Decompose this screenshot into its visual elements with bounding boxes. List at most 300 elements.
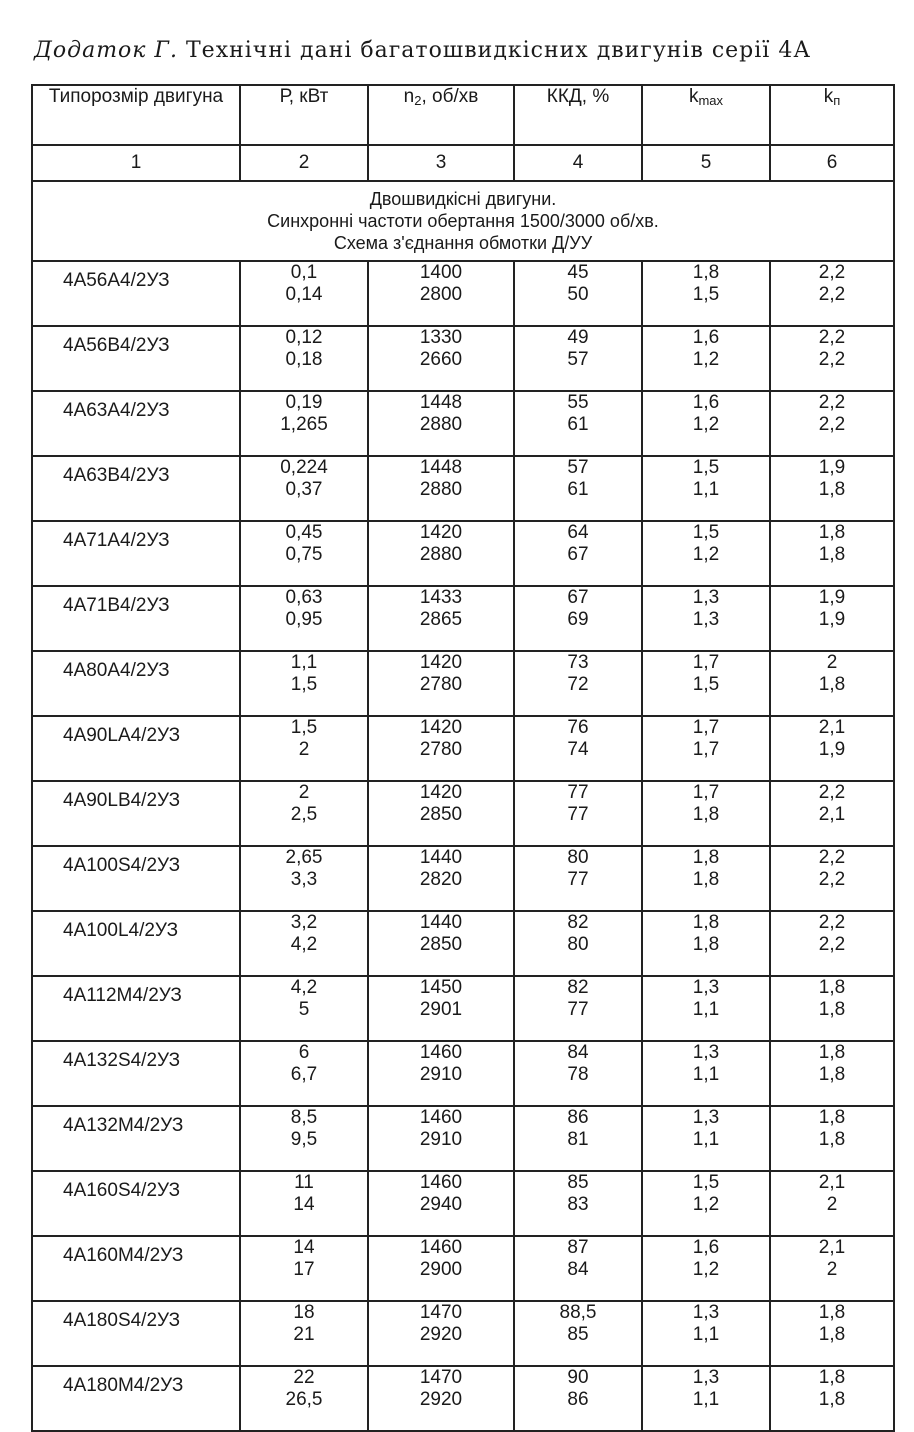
value-high-speed: 4,2 (290, 934, 318, 955)
value-high-speed: 77 (567, 999, 589, 1020)
value-high-speed: 1,8 (818, 674, 846, 695)
motor-type-cell: 4А112М4/2УЗ (32, 976, 240, 1041)
kn-cell (770, 456, 894, 521)
header-kmax: $k_{max}$ (642, 85, 770, 145)
section-line: Двошвидкісні двигуни. (369, 189, 557, 209)
value-high-speed: 2 (826, 1194, 838, 1215)
section-line: Синхронні частоти обертання 1500/3000 об/хв. (267, 211, 659, 231)
value-low-speed: 6 (298, 1042, 310, 1063)
kn-cell (770, 911, 894, 976)
value-high-speed: 61 (567, 414, 589, 435)
value-low-speed: 1450 (419, 977, 463, 998)
value-high-speed: 2820 (419, 869, 463, 890)
value-high-speed: 1,2 (692, 544, 720, 565)
kmax-cell (642, 1366, 770, 1431)
value-low-speed: 1,8 (692, 912, 720, 933)
value-high-speed: 0,37 (285, 479, 323, 500)
value-high-speed: 21 (293, 1324, 315, 1345)
speed-cell (368, 846, 514, 911)
value-high-speed: 69 (567, 609, 589, 630)
column-number: 1 (32, 145, 240, 181)
value-low-speed: 1,8 (818, 1107, 846, 1128)
column-number: 2 (240, 145, 368, 181)
speed-cell (368, 521, 514, 586)
value-low-speed: 1,8 (692, 847, 720, 868)
value-low-speed: 2,1 (818, 1237, 846, 1258)
column-number: 3 (368, 145, 514, 181)
kn-cell (770, 521, 894, 586)
value-low-speed: 1,8 (818, 1367, 846, 1388)
value-low-speed: 1,9 (818, 587, 846, 608)
value-high-speed: 83 (567, 1194, 589, 1215)
power-cell (240, 1301, 368, 1366)
motor-type-cell: 4А90LА4/2УЗ (32, 716, 240, 781)
kn-cell (770, 976, 894, 1041)
value-low-speed: 1460 (419, 1237, 463, 1258)
kn-cell (770, 846, 894, 911)
value-high-speed: 2910 (419, 1064, 463, 1085)
value-high-speed: 57 (567, 349, 589, 370)
value-low-speed: 1,3 (692, 1107, 720, 1128)
value-high-speed: 2 (298, 739, 310, 760)
value-low-speed: 0,12 (285, 327, 323, 348)
efficiency-cell (514, 716, 642, 781)
value-high-speed: 1,5 (290, 674, 318, 695)
value-low-speed: 1,9 (818, 457, 846, 478)
table-row (32, 1301, 894, 1366)
value-high-speed: 2920 (419, 1324, 463, 1345)
value-high-speed: 3,3 (290, 869, 318, 890)
value-low-speed: 1,5 (692, 1172, 720, 1193)
section-line: Схема з'єднання обмотки Д/УУ (333, 233, 593, 253)
value-low-speed: 1420 (419, 782, 463, 803)
value-high-speed: 0,14 (285, 284, 323, 305)
value-high-speed: 2660 (419, 349, 463, 370)
value-low-speed: 18 (293, 1302, 315, 1323)
efficiency-cell (514, 1301, 642, 1366)
value-low-speed: 76 (567, 717, 589, 738)
value-low-speed: 0,63 (285, 587, 323, 608)
value-low-speed: 1448 (419, 392, 463, 413)
speed-cell (368, 976, 514, 1041)
value-low-speed: 2 (298, 782, 310, 803)
page-title (34, 38, 894, 63)
value-high-speed: 84 (567, 1259, 589, 1280)
kmax-cell (642, 521, 770, 586)
value-low-speed: 1,7 (692, 652, 720, 673)
value-low-speed: 1,6 (692, 1237, 720, 1258)
value-high-speed: 0,18 (285, 349, 323, 370)
efficiency-cell (514, 1041, 642, 1106)
kn-cell (770, 1236, 894, 1301)
motor-data-table (31, 84, 895, 1432)
power-cell (240, 456, 368, 521)
value-low-speed: 82 (567, 977, 589, 998)
value-high-speed: 2850 (419, 804, 463, 825)
value-high-speed: 1,5 (692, 674, 720, 695)
value-high-speed: 0,75 (285, 544, 323, 565)
value-low-speed: 1,3 (692, 1367, 720, 1388)
efficiency-cell (514, 261, 642, 326)
value-high-speed: 2880 (419, 544, 463, 565)
speed-cell (368, 1366, 514, 1431)
value-high-speed: 1,1 (692, 1129, 720, 1150)
value-high-speed: 2 (826, 1259, 838, 1280)
table-row (32, 911, 894, 976)
value-high-speed: 2780 (419, 674, 463, 695)
value-low-speed: 1,5 (692, 457, 720, 478)
value-high-speed: 1,8 (818, 1129, 846, 1150)
value-low-speed: 3,2 (290, 912, 318, 933)
kmax-cell (642, 1041, 770, 1106)
value-high-speed: 1,8 (692, 804, 720, 825)
value-low-speed: 80 (567, 847, 589, 868)
power-cell (240, 976, 368, 1041)
value-high-speed: 26,5 (285, 1389, 323, 1410)
efficiency-cell (514, 846, 642, 911)
value-low-speed: 90 (567, 1367, 589, 1388)
value-low-speed: 2,2 (818, 392, 846, 413)
value-high-speed: 2,2 (818, 934, 846, 955)
speed-cell (368, 1236, 514, 1301)
value-high-speed: 1,1 (692, 1324, 720, 1345)
value-low-speed: 1,3 (692, 587, 720, 608)
value-low-speed: 1440 (419, 847, 463, 868)
value-low-speed: 1440 (419, 912, 463, 933)
speed-cell (368, 586, 514, 651)
value-high-speed: 2,2 (818, 869, 846, 890)
value-low-speed: 2,2 (818, 912, 846, 933)
value-high-speed: 1,7 (692, 739, 720, 760)
kn-cell (770, 586, 894, 651)
column-number: 6 (770, 145, 894, 181)
kmax-cell (642, 1236, 770, 1301)
value-low-speed: 4,2 (290, 977, 318, 998)
kmax-cell (642, 781, 770, 846)
value-low-speed: 2 (826, 652, 838, 673)
speed-cell (368, 716, 514, 781)
speed-cell (368, 391, 514, 456)
kn-cell (770, 326, 894, 391)
header-row (32, 85, 894, 145)
kmax-cell (642, 1106, 770, 1171)
value-low-speed: 2,1 (818, 1172, 846, 1193)
column-number-row (32, 145, 894, 181)
header-speed: $n_2$, об/хв (368, 85, 514, 145)
value-low-speed: 1,3 (692, 1042, 720, 1063)
table-row (32, 976, 894, 1041)
efficiency-cell (514, 326, 642, 391)
value-low-speed: 1400 (419, 262, 463, 283)
value-low-speed: 57 (567, 457, 589, 478)
value-high-speed: 78 (567, 1064, 589, 1085)
title-text: Технічні дані багатошвидкісних двигунів серії 4А (186, 38, 811, 63)
value-low-speed: 1,8 (818, 977, 846, 998)
motor-type-cell: 4А132М4/2УЗ (32, 1106, 240, 1171)
section-heading (32, 181, 894, 261)
value-high-speed: 1,1 (692, 1064, 720, 1085)
kmax-cell (642, 651, 770, 716)
value-low-speed: 55 (567, 392, 589, 413)
value-low-speed: 88,5 (559, 1302, 597, 1323)
kmax-cell (642, 1171, 770, 1236)
value-high-speed: 67 (567, 544, 589, 565)
value-high-speed: 1,1 (692, 999, 720, 1020)
kn-cell (770, 1301, 894, 1366)
value-high-speed: 2,2 (818, 414, 846, 435)
value-high-speed: 2910 (419, 1129, 463, 1150)
motor-type-cell: 4А100L4/2УЗ (32, 911, 240, 976)
power-cell (240, 1041, 368, 1106)
efficiency-cell (514, 1236, 642, 1301)
motor-type-cell: 4А180М4/2УЗ (32, 1366, 240, 1431)
header-efficiency: ККД, % (514, 85, 642, 145)
value-low-speed: 2,2 (818, 782, 846, 803)
power-cell (240, 1236, 368, 1301)
value-high-speed: 1,265 (280, 414, 328, 435)
value-low-speed: 1470 (419, 1367, 463, 1388)
table-row (32, 1171, 894, 1236)
value-high-speed: 2880 (419, 479, 463, 500)
kmax-cell (642, 261, 770, 326)
efficiency-cell (514, 586, 642, 651)
motor-type-cell: 4А160S4/2УЗ (32, 1171, 240, 1236)
speed-cell (368, 1301, 514, 1366)
column-number: 5 (642, 145, 770, 181)
efficiency-cell (514, 976, 642, 1041)
power-cell (240, 1366, 368, 1431)
value-high-speed: 2900 (419, 1259, 463, 1280)
kmax-cell (642, 326, 770, 391)
kn-cell (770, 1106, 894, 1171)
value-high-speed: 85 (567, 1324, 589, 1345)
value-low-speed: 82 (567, 912, 589, 933)
value-low-speed: 1,7 (692, 717, 720, 738)
table-row (32, 1236, 894, 1301)
value-low-speed: 1330 (419, 327, 463, 348)
motor-type-cell: 4А160М4/2УЗ (32, 1236, 240, 1301)
motor-type-cell: 4А100S4/2УЗ (32, 846, 240, 911)
speed-cell (368, 456, 514, 521)
value-high-speed: 2,1 (818, 804, 846, 825)
value-low-speed: 77 (567, 782, 589, 803)
motor-type-cell: 4А80А4/2УЗ (32, 651, 240, 716)
efficiency-cell (514, 1106, 642, 1171)
motor-type-cell: 4А56В4/2УЗ (32, 326, 240, 391)
power-cell (240, 326, 368, 391)
value-low-speed: 1460 (419, 1172, 463, 1193)
power-cell (240, 521, 368, 586)
table-row (32, 781, 894, 846)
value-high-speed: 81 (567, 1129, 589, 1150)
power-cell (240, 586, 368, 651)
power-cell (240, 846, 368, 911)
table-row (32, 1041, 894, 1106)
table-row (32, 586, 894, 651)
value-high-speed: 1,8 (692, 869, 720, 890)
table-row (32, 456, 894, 521)
value-high-speed: 1,8 (818, 1064, 846, 1085)
value-high-speed: 74 (567, 739, 589, 760)
value-high-speed: 1,2 (692, 1194, 720, 1215)
column-number: 4 (514, 145, 642, 181)
value-high-speed: 2800 (419, 284, 463, 305)
value-high-speed: 2,5 (290, 804, 318, 825)
value-high-speed: 1,8 (818, 1324, 846, 1345)
value-high-speed: 72 (567, 674, 589, 695)
value-low-speed: 2,2 (818, 327, 846, 348)
power-cell (240, 781, 368, 846)
speed-cell (368, 1106, 514, 1171)
value-high-speed: 2865 (419, 609, 463, 630)
value-high-speed: 2780 (419, 739, 463, 760)
motor-type-cell: 4А63В4/2УЗ (32, 456, 240, 521)
motor-type-cell: 4А56А4/2УЗ (32, 261, 240, 326)
value-high-speed: 1,1 (692, 1389, 720, 1410)
kn-cell (770, 391, 894, 456)
value-high-speed: 1,2 (692, 1259, 720, 1280)
value-low-speed: 1,7 (692, 782, 720, 803)
value-high-speed: 1,2 (692, 414, 720, 435)
value-low-speed: 64 (567, 522, 589, 543)
value-low-speed: 2,65 (285, 847, 323, 868)
value-low-speed: 1470 (419, 1302, 463, 1323)
appendix-label: Додаток Г. (34, 38, 178, 63)
value-high-speed: 50 (567, 284, 589, 305)
value-low-speed: 1,5 (290, 717, 318, 738)
speed-cell (368, 1171, 514, 1236)
value-low-speed: 1,3 (692, 1302, 720, 1323)
header-power: Р, кВт (240, 85, 368, 145)
value-high-speed: 1,1 (692, 479, 720, 500)
value-high-speed: 2920 (419, 1389, 463, 1410)
efficiency-cell (514, 521, 642, 586)
power-cell (240, 651, 368, 716)
kmax-cell (642, 976, 770, 1041)
value-low-speed: 1420 (419, 717, 463, 738)
value-high-speed: 2850 (419, 934, 463, 955)
table-row (32, 716, 894, 781)
kmax-cell (642, 391, 770, 456)
motor-type-cell: 4А71А4/2УЗ (32, 521, 240, 586)
power-cell (240, 911, 368, 976)
table-row (32, 261, 894, 326)
value-high-speed: 1,8 (818, 479, 846, 500)
value-high-speed: 17 (293, 1259, 315, 1280)
value-low-speed: 87 (567, 1237, 589, 1258)
value-high-speed: 2,2 (818, 349, 846, 370)
value-high-speed: 1,8 (818, 999, 846, 1020)
value-high-speed: 77 (567, 869, 589, 890)
value-low-speed: 2,1 (818, 717, 846, 738)
table-row (32, 326, 894, 391)
value-low-speed: 1433 (419, 587, 463, 608)
value-low-speed: 1420 (419, 522, 463, 543)
value-low-speed: 86 (567, 1107, 589, 1128)
value-low-speed: 1,5 (692, 522, 720, 543)
value-high-speed: 9,5 (290, 1129, 318, 1150)
kmax-cell (642, 456, 770, 521)
kmax-cell (642, 1301, 770, 1366)
efficiency-cell (514, 651, 642, 716)
value-low-speed: 1,8 (818, 522, 846, 543)
value-low-speed: 0,45 (285, 522, 323, 543)
efficiency-cell (514, 391, 642, 456)
speed-cell (368, 326, 514, 391)
section-heading-row (32, 181, 894, 261)
table-row (32, 1366, 894, 1431)
efficiency-cell (514, 911, 642, 976)
table-row (32, 391, 894, 456)
value-high-speed: 5 (298, 999, 310, 1020)
header-kn: $k_п$ (770, 85, 894, 145)
value-high-speed: 1,2 (692, 349, 720, 370)
speed-cell (368, 1041, 514, 1106)
value-low-speed: 1,6 (692, 392, 720, 413)
value-low-speed: 45 (567, 262, 589, 283)
kmax-cell (642, 716, 770, 781)
value-low-speed: 49 (567, 327, 589, 348)
speed-cell (368, 781, 514, 846)
value-low-speed: 11 (294, 1172, 314, 1193)
power-cell (240, 1171, 368, 1236)
value-low-speed: 1448 (419, 457, 463, 478)
value-low-speed: 0,19 (285, 392, 323, 413)
value-high-speed: 77 (567, 804, 589, 825)
value-low-speed: 1460 (419, 1042, 463, 1063)
kn-cell (770, 1171, 894, 1236)
motor-type-cell: 4А180S4/2УЗ (32, 1301, 240, 1366)
value-high-speed: 2901 (419, 999, 463, 1020)
value-low-speed: 1460 (419, 1107, 463, 1128)
value-high-speed: 6,7 (290, 1064, 318, 1085)
value-low-speed: 1,8 (692, 262, 720, 283)
value-low-speed: 0,224 (280, 457, 328, 478)
value-high-speed: 1,8 (818, 1389, 846, 1410)
kmax-cell (642, 586, 770, 651)
value-low-speed: 1,3 (692, 977, 720, 998)
kn-cell (770, 1366, 894, 1431)
value-low-speed: 1420 (419, 652, 463, 673)
value-high-speed: 2,2 (818, 284, 846, 305)
value-high-speed: 80 (567, 934, 589, 955)
header-type: Типорозмір двигуна (32, 85, 240, 145)
value-low-speed: 1,8 (818, 1302, 846, 1323)
table-row (32, 521, 894, 586)
value-low-speed: 2,2 (818, 262, 846, 283)
speed-cell (368, 261, 514, 326)
value-low-speed: 0,1 (290, 262, 318, 283)
value-low-speed: 2,2 (818, 847, 846, 868)
kn-cell (770, 781, 894, 846)
efficiency-cell (514, 1366, 642, 1431)
speed-cell (368, 651, 514, 716)
value-high-speed: 1,8 (692, 934, 720, 955)
value-low-speed: 84 (567, 1042, 589, 1063)
value-low-speed: 1,8 (818, 1042, 846, 1063)
power-cell (240, 1106, 368, 1171)
value-high-speed: 61 (567, 479, 589, 500)
value-high-speed: 1,9 (818, 609, 846, 630)
table-row (32, 1106, 894, 1171)
value-high-speed: 0,95 (285, 609, 323, 630)
value-high-speed: 2880 (419, 414, 463, 435)
value-high-speed: 14 (293, 1194, 315, 1215)
kmax-cell (642, 911, 770, 976)
value-high-speed: 1,5 (692, 284, 720, 305)
table-row (32, 651, 894, 716)
power-cell (240, 261, 368, 326)
